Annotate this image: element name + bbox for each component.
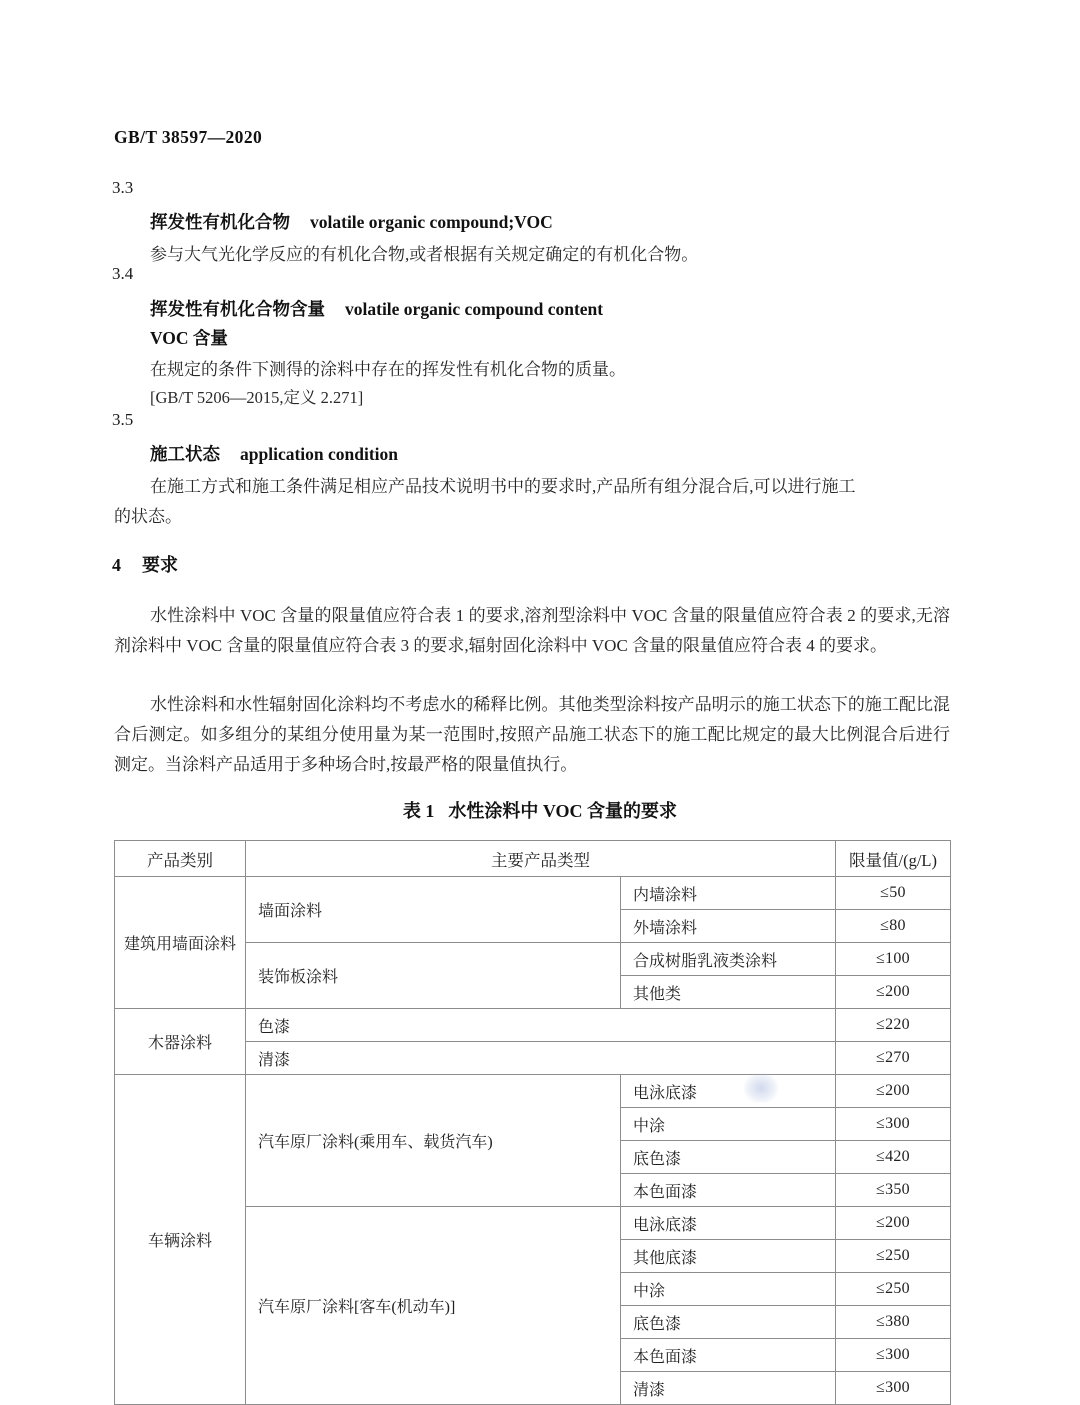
cell-subtype: 内墙涂料	[621, 877, 836, 910]
cell-subtype: 本色面漆	[621, 1339, 836, 1372]
cell-subtype: 电泳底漆	[621, 1207, 836, 1240]
clause-term-3-5	[150, 441, 398, 466]
term-en-3-3: volatile organic compound;VOC	[310, 212, 553, 232]
table-caption: 水性涂料中 VOC 含量的要求	[448, 801, 678, 821]
cell-subtype: 外墙涂料	[621, 910, 836, 943]
table-row	[115, 877, 951, 910]
document-running-header: GB/T 38597—2020	[114, 127, 263, 147]
section-heading-4	[112, 551, 178, 577]
table-header-row	[115, 841, 951, 877]
cell-limit: ≤300	[836, 1339, 951, 1372]
clause-definition-3-3: 参与大气光化学反应的有机化合物,或者根据有关规定确定的有机化合物。	[150, 245, 699, 264]
cell-subtype: 其他底漆	[621, 1240, 836, 1273]
section-number: 4	[112, 555, 121, 575]
cell-limit: ≤250	[836, 1273, 951, 1306]
cell-limit: ≤350	[836, 1174, 951, 1207]
cell-limit: ≤250	[836, 1240, 951, 1273]
cell-limit: ≤220	[836, 1009, 951, 1042]
clause-term-3-4	[150, 296, 603, 321]
header-product-type: 主要产品类型	[246, 841, 836, 877]
cell-limit: ≤300	[836, 1372, 951, 1405]
cell-subtype: 其他类	[621, 976, 836, 1009]
cell-subtype: 清漆	[621, 1372, 836, 1405]
term-cn-3-4: 挥发性有机化合物含量	[150, 299, 325, 319]
cell-limit: ≤300	[836, 1108, 951, 1141]
term-cn-3-5: 施工状态	[150, 444, 220, 464]
cell-category: 木器涂料	[115, 1009, 246, 1075]
table-label: 表 1	[402, 801, 435, 821]
cell-limit: ≤200	[836, 976, 951, 1009]
cell-subtype: 底色漆	[621, 1141, 836, 1174]
clause-definition-3-5-line2: 的状态。	[114, 507, 182, 526]
cell-type: 汽车原厂涂料[客车(机动车)]	[246, 1207, 621, 1405]
cell-limit: ≤100	[836, 943, 951, 976]
term-en-3-5: application condition	[240, 444, 399, 464]
clause-number-3-4: 3.4	[112, 264, 134, 283]
cell-subtype: 电泳底漆	[621, 1075, 836, 1108]
cell-type: 汽车原厂涂料(乘用车、载货汽车)	[246, 1075, 621, 1207]
cell-category: 车辆涂料	[115, 1075, 246, 1405]
table-row	[115, 1009, 951, 1042]
clause-number-3-3: 3.3	[112, 178, 134, 197]
term-cn-3-3: 挥发性有机化合物	[150, 212, 290, 232]
section-title: 要求	[142, 555, 178, 575]
clause-term-3-3	[150, 209, 553, 234]
requirement-paragraph-2: 水性涂料和水性辐射固化涂料均不考虑水的稀释比例。其他类型涂料按产品明示的施工状态下的施工配比混合后测定。如多组分的某组分使用量为某一范围时,按照产品施工状态下的施工配比规定的最大比例混合后进行测定。当涂料产品适用于多种场合时,按最严格的限量值执行。	[114, 695, 950, 774]
cell-subtype: 合成树脂乳液类涂料	[621, 943, 836, 976]
cell-limit: ≤380	[836, 1306, 951, 1339]
cell-subtype: 底色漆	[621, 1306, 836, 1339]
cell-limit: ≤200	[836, 1075, 951, 1108]
cell-subtype: 中涂	[621, 1273, 836, 1306]
cell-limit: ≤80	[836, 910, 951, 943]
term-alt-3-4: VOC 含量	[150, 328, 228, 348]
cell-subtype: 本色面漆	[621, 1174, 836, 1207]
table-row	[115, 1075, 951, 1108]
clause-reference-3-4: [GB/T 5206—2015,定义 2.271]	[150, 388, 364, 407]
cell-type: 色漆	[246, 1009, 836, 1042]
cell-limit: ≤50	[836, 877, 951, 910]
cell-limit: ≤200	[836, 1207, 951, 1240]
cell-type: 装饰板涂料	[246, 943, 621, 1009]
table-1-title	[0, 797, 1080, 823]
requirement-paragraph-1: 水性涂料中 VOC 含量的限量值应符合表 1 的要求,溶剂型涂料中 VOC 含量的限量值应符合表 2 的要求,无溶剂涂料中 VOC 含量的限量值应符合表 3 的要求,辐射固化涂料中 VOC 含量的限量值应符合表 4 的要求。	[114, 606, 950, 655]
clause-definition-3-5-line1: 在施工方式和施工条件满足相应产品技术说明书中的要求时,产品所有组分混合后,可以进行施工	[150, 477, 856, 496]
cell-type: 墙面涂料	[246, 877, 621, 943]
cell-limit: ≤270	[836, 1042, 951, 1075]
table-1-voc-limits	[114, 840, 951, 1405]
cell-category: 建筑用墙面涂料	[115, 877, 246, 1009]
clause-number-3-5: 3.5	[112, 410, 134, 429]
cell-limit: ≤420	[836, 1141, 951, 1174]
header-category: 产品类别	[115, 841, 246, 877]
header-limit: 限量值/(g/L)	[836, 841, 951, 877]
cell-type: 清漆	[246, 1042, 836, 1075]
cell-subtype: 中涂	[621, 1108, 836, 1141]
term-en-3-4: volatile organic compound content	[345, 299, 604, 319]
clause-definition-3-4: 在规定的条件下测得的涂料中存在的挥发性有机化合物的质量。	[150, 360, 626, 379]
